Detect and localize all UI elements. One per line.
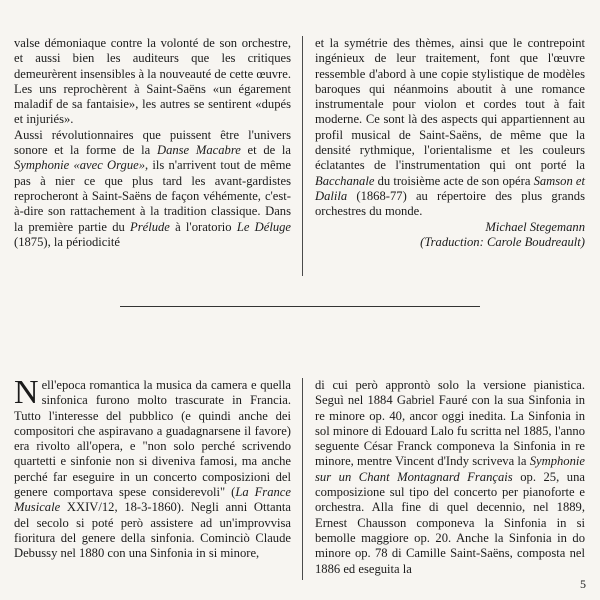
french-text-left-column xyxy=(14,36,291,250)
section-divider xyxy=(120,306,480,307)
paragraph: Aussi révolutionnaires que puissent être l'univers sonore et la forme de la Danse Macabre et de la Symphonie «avec Orgue», ils n'arrivent tout de même pas à nier ce que plus tard les avant-gardistes reprocheront à Saint-Saëns de façon véhémente, c'est-à-dire son rattachement à la tradition classique. Dans la première partie du Prélude à l'oratorio Le Déluge (1875), la périodicité xyxy=(14,127,292,249)
drop-cap: N xyxy=(14,374,39,411)
page-number: 5 xyxy=(580,577,586,591)
italian-text-right-column xyxy=(315,378,585,577)
column-divider xyxy=(302,36,303,276)
paragraph: valse démoniaque contre la volonté de son orchestre, et aussi bien les auditeurs que les critiques demeurèrent insensibles à la nouveauté de cette œuvre. Les uns reprochèrent à Saint-Saëns «un égarement maladif de sa fantaisie», les autres se sentirent «dupés et injuriés». xyxy=(14,36,291,127)
translation-credit: (Traduction: Carole Boudreault) xyxy=(420,234,585,249)
paragraph: Nell'epoca romantica la musica da camera e quella sinfonica furono molto trascurate in Francia. Tutto l'interesse del pubblico (e quindi anche dei compositori che aspiravano a guadagnarsene il favore) era rivolto all'opera, e "non solo perché scrivendo quartetti e sinfonie non si diveniva famosi, ma anche perché far eseguire in un concerto composizioni del genere comportava spese considerevoli" (La France Musicale XXIV/12, 18-3-1860). Negli anni Ottanta del secolo si poté però assistere ad un'improvvisa fioritura del genere della sinfonia. Cominciò Claude Debussy nel 1880 con una Sinfonia in si minore, xyxy=(14,374,291,561)
column-divider xyxy=(302,378,303,580)
paragraph: di cui però approntò solo la versione pianistica. Seguì nel 1884 Gabriel Fauré con la sua Sinfonia in re minore op. 40, ancor oggi inedita. La Sinfonia in sol minore di Edouard Lalo fu scritta nel 1885, l'anno seguente César Franck componeva la Sinfonia in re minore, mentre Vincent d'Indy scriveva la Symphonie sur un Chant Montagnard Français op. 25, una composizione sul tipo del concerto per pianoforte e orchestra. Alla fine di quel decennio, nel 1889, Ernest Chausson componeva la Sinfonia in si bemolle maggiore op. 20. Anche la Sinfonia in do minore op. 78 di Camille Saint-Saëns, composta nel 1886 ed eseguita la xyxy=(315,378,585,576)
paragraph: et la symétrie des thèmes, ainsi que le contrepoint ingénieux de leur traitement, font que l'œuvre ressemble d'abord à une copie stylistique de modèles baroques qui néanmoins aboutit à une romance instrumentale pour violon et cordes tout à fait moderne. Ce sont là des aspects qui appartiennent au profil musical de Saint-Saëns, de même que la densité rythmique, l'orientalisme et les couleurs éclatantes de l'instrumentation qui ont porté la Bacchanale du troisième acte de son opéra Samson et Dalila (1868-77) au répertoire des plus grands orchestres du monde. xyxy=(315,36,585,219)
italian-text-left-column xyxy=(14,374,291,562)
french-text-right-column xyxy=(315,36,585,250)
author-signature: Michael Stegemann xyxy=(485,219,585,234)
